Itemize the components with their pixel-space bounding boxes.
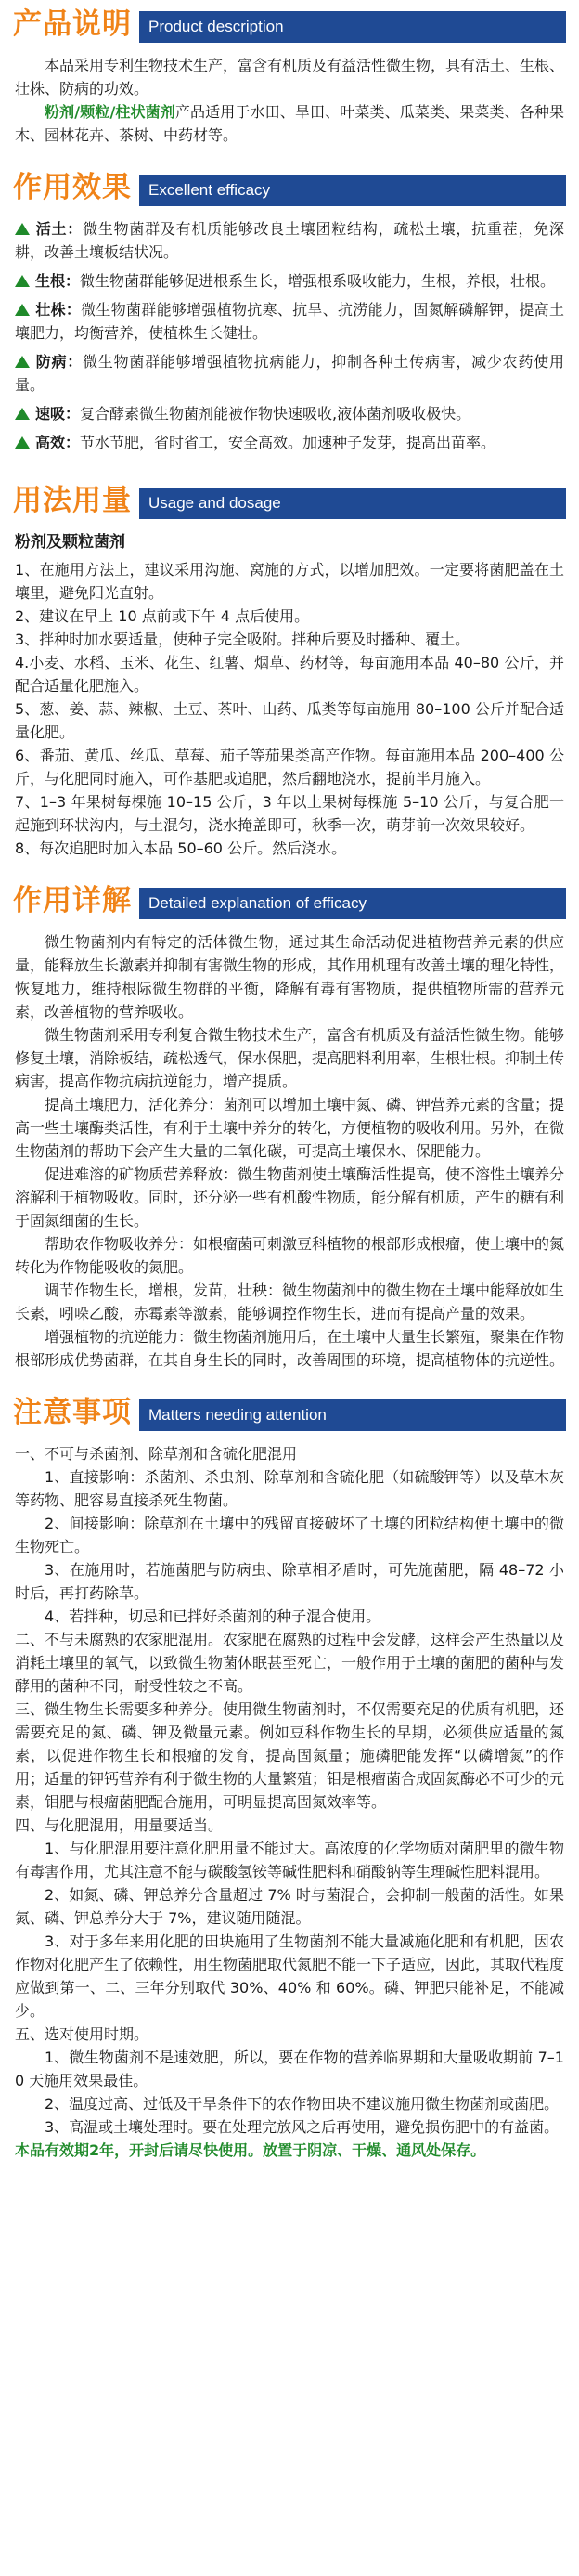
attention-line: 三、微生物生长需要多种养分。使用微生物菌剂时，不仅需要充足的优质有机肥，还需要充足的氮、磷、钾及微量元素。例如豆科作物生长的早期，必须供应适量的氮素，以促进作物生长和根瘤的发育，提高固氮量；施磷肥能发挥“以磷增氮”的作用；适量的钾钙营养有利于微生物的大量繁殖；钼是根瘤菌合成固氮酶必不可少的元素，钼肥与根瘤菌肥配合施用，可明显提高固氮效率等。	[15, 1700, 565, 1811]
efficacy-item	[15, 350, 564, 397]
efficacy-title: 壮株：	[35, 301, 82, 319]
attention-line: 2、间接影响：除草剂在土壤中的残留直接破坏了土壤的团粒结构使土壤中的微生物死亡。	[15, 1515, 564, 1555]
efficacy-text: 复合酵素微生物菌剂能被作物快速吸收,液体菌剂吸收极快。	[80, 405, 471, 423]
efficacy-item	[15, 298, 564, 345]
efficacy-item	[15, 269, 564, 293]
attention-line: 3、高温或土壤处理时。要在处理完放风之后再使用，避免损伤肥中的有益菌。	[45, 2118, 560, 2136]
efficacy-title: 生根：	[35, 272, 81, 290]
efficacy-item	[15, 402, 564, 425]
efficacy-item	[15, 431, 564, 454]
section-header-description	[13, 6, 566, 43]
section-header-detail	[13, 882, 566, 919]
section-title-en: Usage and dosage	[139, 488, 566, 519]
section-header-attention	[13, 1394, 566, 1431]
triangle-bullet-icon	[15, 356, 30, 368]
attention-line: 2、如氮、磷、钾总养分含量超过 7% 时与菌混合，会抑制一般菌的活性。如果氮、磷、钾总养分大于 7%，建议随用随混。	[15, 1886, 564, 1927]
detail-paragraph: 微生物菌剂采用专利复合微生物技术生产，富含有机质及有益活性微生物。能够修复土壤，消除板结，疏松透气，保水保肥，提高肥料利用率，生根壮根。抑制土传病害，提高作物抗病抗逆能力，增产提质。	[15, 1026, 565, 1090]
shelf-life-note: 本品有效期2年，开封后请尽快使用。放置于阴凉、干燥、通风处保存。	[15, 2141, 486, 2159]
section-title-zh: 用法用量	[13, 484, 132, 517]
section-title-zh: 产品说明	[13, 7, 132, 41]
usage-item: 7、1–3 年果树每棵施 10–15 公斤，3 年以上果树每棵施 5–10 公斤，与复合肥一起施到环状沟内，与土混匀，浇水掩盖即可，秋季一次，萌芽前一次效果较好。	[15, 793, 564, 834]
efficacy-item	[15, 217, 564, 264]
efficacy-title: 防病：	[35, 353, 84, 371]
section-title-en: Excellent efficacy	[139, 175, 566, 206]
attention-line: 二、不与未腐熟的农家肥混用。农家肥在腐熟的过程中会发酵，这样会产生热量以及消耗土壤里的氧气，以致微生物菌休眠甚至死亡，一般作用于土壤的菌肥的菌种与发酵用的菌种不同，耐受性较之不高。	[15, 1631, 565, 1695]
section-title-en: Product description	[139, 11, 566, 43]
section-header-efficacy	[13, 169, 566, 206]
usage-item: 6、番茄、黄瓜、丝瓜、草莓、茄子等茄果类高产作物。每亩施用本品 200–400 公斤，与化肥同时施入，可作基肥或追肥，然后翻地浇水，提前半月施入。	[15, 747, 564, 787]
triangle-bullet-icon	[15, 275, 30, 287]
attention-line: 一、不可与杀菌剂、除草剂和含硫化肥混用	[15, 1445, 298, 1463]
efficacy-title: 速吸：	[35, 405, 81, 423]
efficacy-text: 微生物菌群能够增强植物抗病能力，抑制各种土传病害，减少农药使用量。	[15, 353, 564, 394]
attention-line: 3、对于多年来用化肥的田块施用了生物菌剂不能大量减施化肥和有机肥，因农作物对化肥产生了依赖性，用生物菌肥取代氮肥不能一下子适应，因此，其取代程度应做到第一、二、三年分别取代 30%、40% 和 60%。磷、钾肥只能补足，不能减少。	[15, 1932, 565, 2020]
section-title-zh: 注意事项	[13, 1396, 132, 1429]
usage-item: 4.小麦、水稻、玉米、花生、红薯、烟草、药材等，每亩施用本品 40–80 公斤，并配合适量化肥施入。	[15, 654, 564, 695]
attention-line: 四、与化肥混用，用量要适当。	[15, 1816, 224, 1834]
efficacy-text: 微生物菌群能够促进根系生长，增强根系吸收能力，生根，养根，壮根。	[80, 272, 556, 290]
section-title-en: Detailed explanation of efficacy	[139, 888, 566, 919]
description-paragraph: 本品采用专利生物技术生产，富含有机质及有益活性微生物，具有活土、生根、壮株、防病的功效。	[15, 57, 565, 98]
usage-item: 5、葱、姜、蒜、辣椒、土豆、茶叶、山药、瓜类等每亩施用 80–100 公斤并配合适量化肥。	[15, 700, 564, 741]
triangle-bullet-icon	[15, 408, 30, 420]
usage-item: 8、每次追肥时加入本品 50–60 公斤。然后浇水。	[15, 839, 347, 857]
product-forms-label: 粉剂/颗粒/柱状菌剂	[45, 103, 175, 121]
detail-paragraph: 调节作物生长，增根，发苗，壮秧：微生物菌剂中的微生物在土壤中能释放如生长素，吲哚乙酸，赤霉素等激素，能够调控作物生长，进而有提高产量的效果。	[15, 1281, 565, 1322]
detail-paragraph: 帮助农作物吸收养分：如根瘤菌可刺激豆科植物的根部形成根瘤，使土壤中的氮转化为作物能吸收的氮肥。	[15, 1235, 565, 1276]
efficacy-text: 微生物菌群能够增强植物抗寒、抗旱、抗涝能力，固氮解磷解钾，提高土壤肥力，均衡营养，使植株生长健壮。	[15, 301, 564, 342]
section-header-usage	[13, 482, 566, 519]
efficacy-text: 节水节肥，省时省工，安全高效。加速种子发芽，提高出苗率。	[80, 434, 496, 451]
efficacy-list	[0, 217, 579, 454]
attention-line: 3、在施用时，若施菌肥与防病虫、除草相矛盾时，可先施菌肥，隔 48–72 小时后，再打药除草。	[15, 1561, 564, 1602]
detail-list	[0, 930, 579, 1372]
usage-item: 2、建议在早上 10 点前或下午 4 点后使用。	[15, 607, 310, 625]
usage-subtitle: 粉剂及颗粒菌剂	[15, 533, 125, 552]
usage-item: 1、在施用方法上，建议采用沟施、窝施的方式，以增加肥效。一定要将菌肥盖在土壤里，避免阳光直射。	[15, 561, 564, 602]
attention-line: 1、微生物菌剂不是速效肥，所以，要在作物的营养临界期和大量吸收期前 7–10 天施用效果最佳。	[15, 2049, 564, 2089]
efficacy-title: 活土：	[35, 220, 84, 238]
attention-line: 2、温度过高、过低及干旱条件下的农作物田块不建议施用微生物菌剂或菌肥。	[45, 2095, 560, 2113]
applicable-crops-paragraph	[15, 100, 564, 147]
usage-list	[0, 558, 579, 860]
attention-line: 1、与化肥混用要注意化肥用量不能过大。高浓度的化学物质对菌肥里的微生物有毒害作用，尤其注意不能与碳酸氢铵等碱性肥料和硝酸钠等生理碱性肥料混用。	[15, 1840, 564, 1880]
attention-line: 1、直接影响：杀菌剂、杀虫剂、除草剂和含硫化肥（如硫酸钾等）以及草木灰等药物、肥容易直接杀死生物菌。	[15, 1468, 564, 1509]
attention-line: 五、选对使用时期。	[15, 2025, 149, 2043]
efficacy-title: 高效：	[35, 434, 81, 451]
efficacy-text: 微生物菌群及有机质能够改良土壤团粒结构，疏松土壤，抗重茬，免深耕，改善土壤板结状况。	[15, 220, 564, 261]
triangle-bullet-icon	[15, 223, 30, 235]
section-title-en: Matters needing attention	[139, 1399, 566, 1431]
detail-paragraph: 增强植物的抗逆能力：微生物菌剂施用后，在土壤中大量生长繁殖，聚集在作物根部形成优势菌群，在其自身生长的同时，改善周围的环境，提高植物体的抗逆性。	[15, 1328, 565, 1369]
usage-item: 3、拌种时加水要适量，使种子完全吸附。拌种后要及时播种、覆土。	[15, 631, 470, 648]
section-title-zh: 作用效果	[13, 171, 132, 204]
detail-paragraph: 微生物菌剂内有特定的活体微生物，通过其生命活动促进植物营养元素的供应量，能释放生长激素并抑制有害微生物的形成，其作用机理有改善土壤的理化特性，恢复地力，维持根际微生物群的平衡，降解有毒有害物质，提供植物所需的营养元素，改善植物的营养吸收。	[15, 933, 565, 1021]
triangle-bullet-icon	[15, 304, 30, 316]
detail-paragraph: 提高土壤肥力，活化养分：菌剂可以增加土壤中氮、磷、钾营养元素的含量；提高一些土壤酶类活性，有利于土壤中养分的转化，方便植物的吸收利用。另外，在微生物菌剂的帮助下会产生大量的二氧化碳，可提高土壤保水、保肥能力。	[15, 1096, 565, 1160]
detail-paragraph: 促进难溶的矿物质营养释放：微生物菌剂使土壤酶活性提高，使不溶性土壤养分溶解利于植物吸收。同时，还分泌一些有机酸性物质，能分解有机质，产生的糖有利于固氮细菌的生长。	[15, 1165, 565, 1229]
applicable-crops-text: 产品适用于水田、旱田、叶菜类、瓜菜类、果菜类、各种果木、园林花卉、茶树、中药材等。	[15, 103, 564, 144]
section-title-zh: 作用详解	[13, 884, 132, 917]
triangle-bullet-icon	[15, 436, 30, 449]
attention-line: 4、若拌种，切忌和已拌好杀菌剂的种子混合使用。	[45, 1607, 381, 1625]
attention-list	[0, 1442, 579, 2139]
